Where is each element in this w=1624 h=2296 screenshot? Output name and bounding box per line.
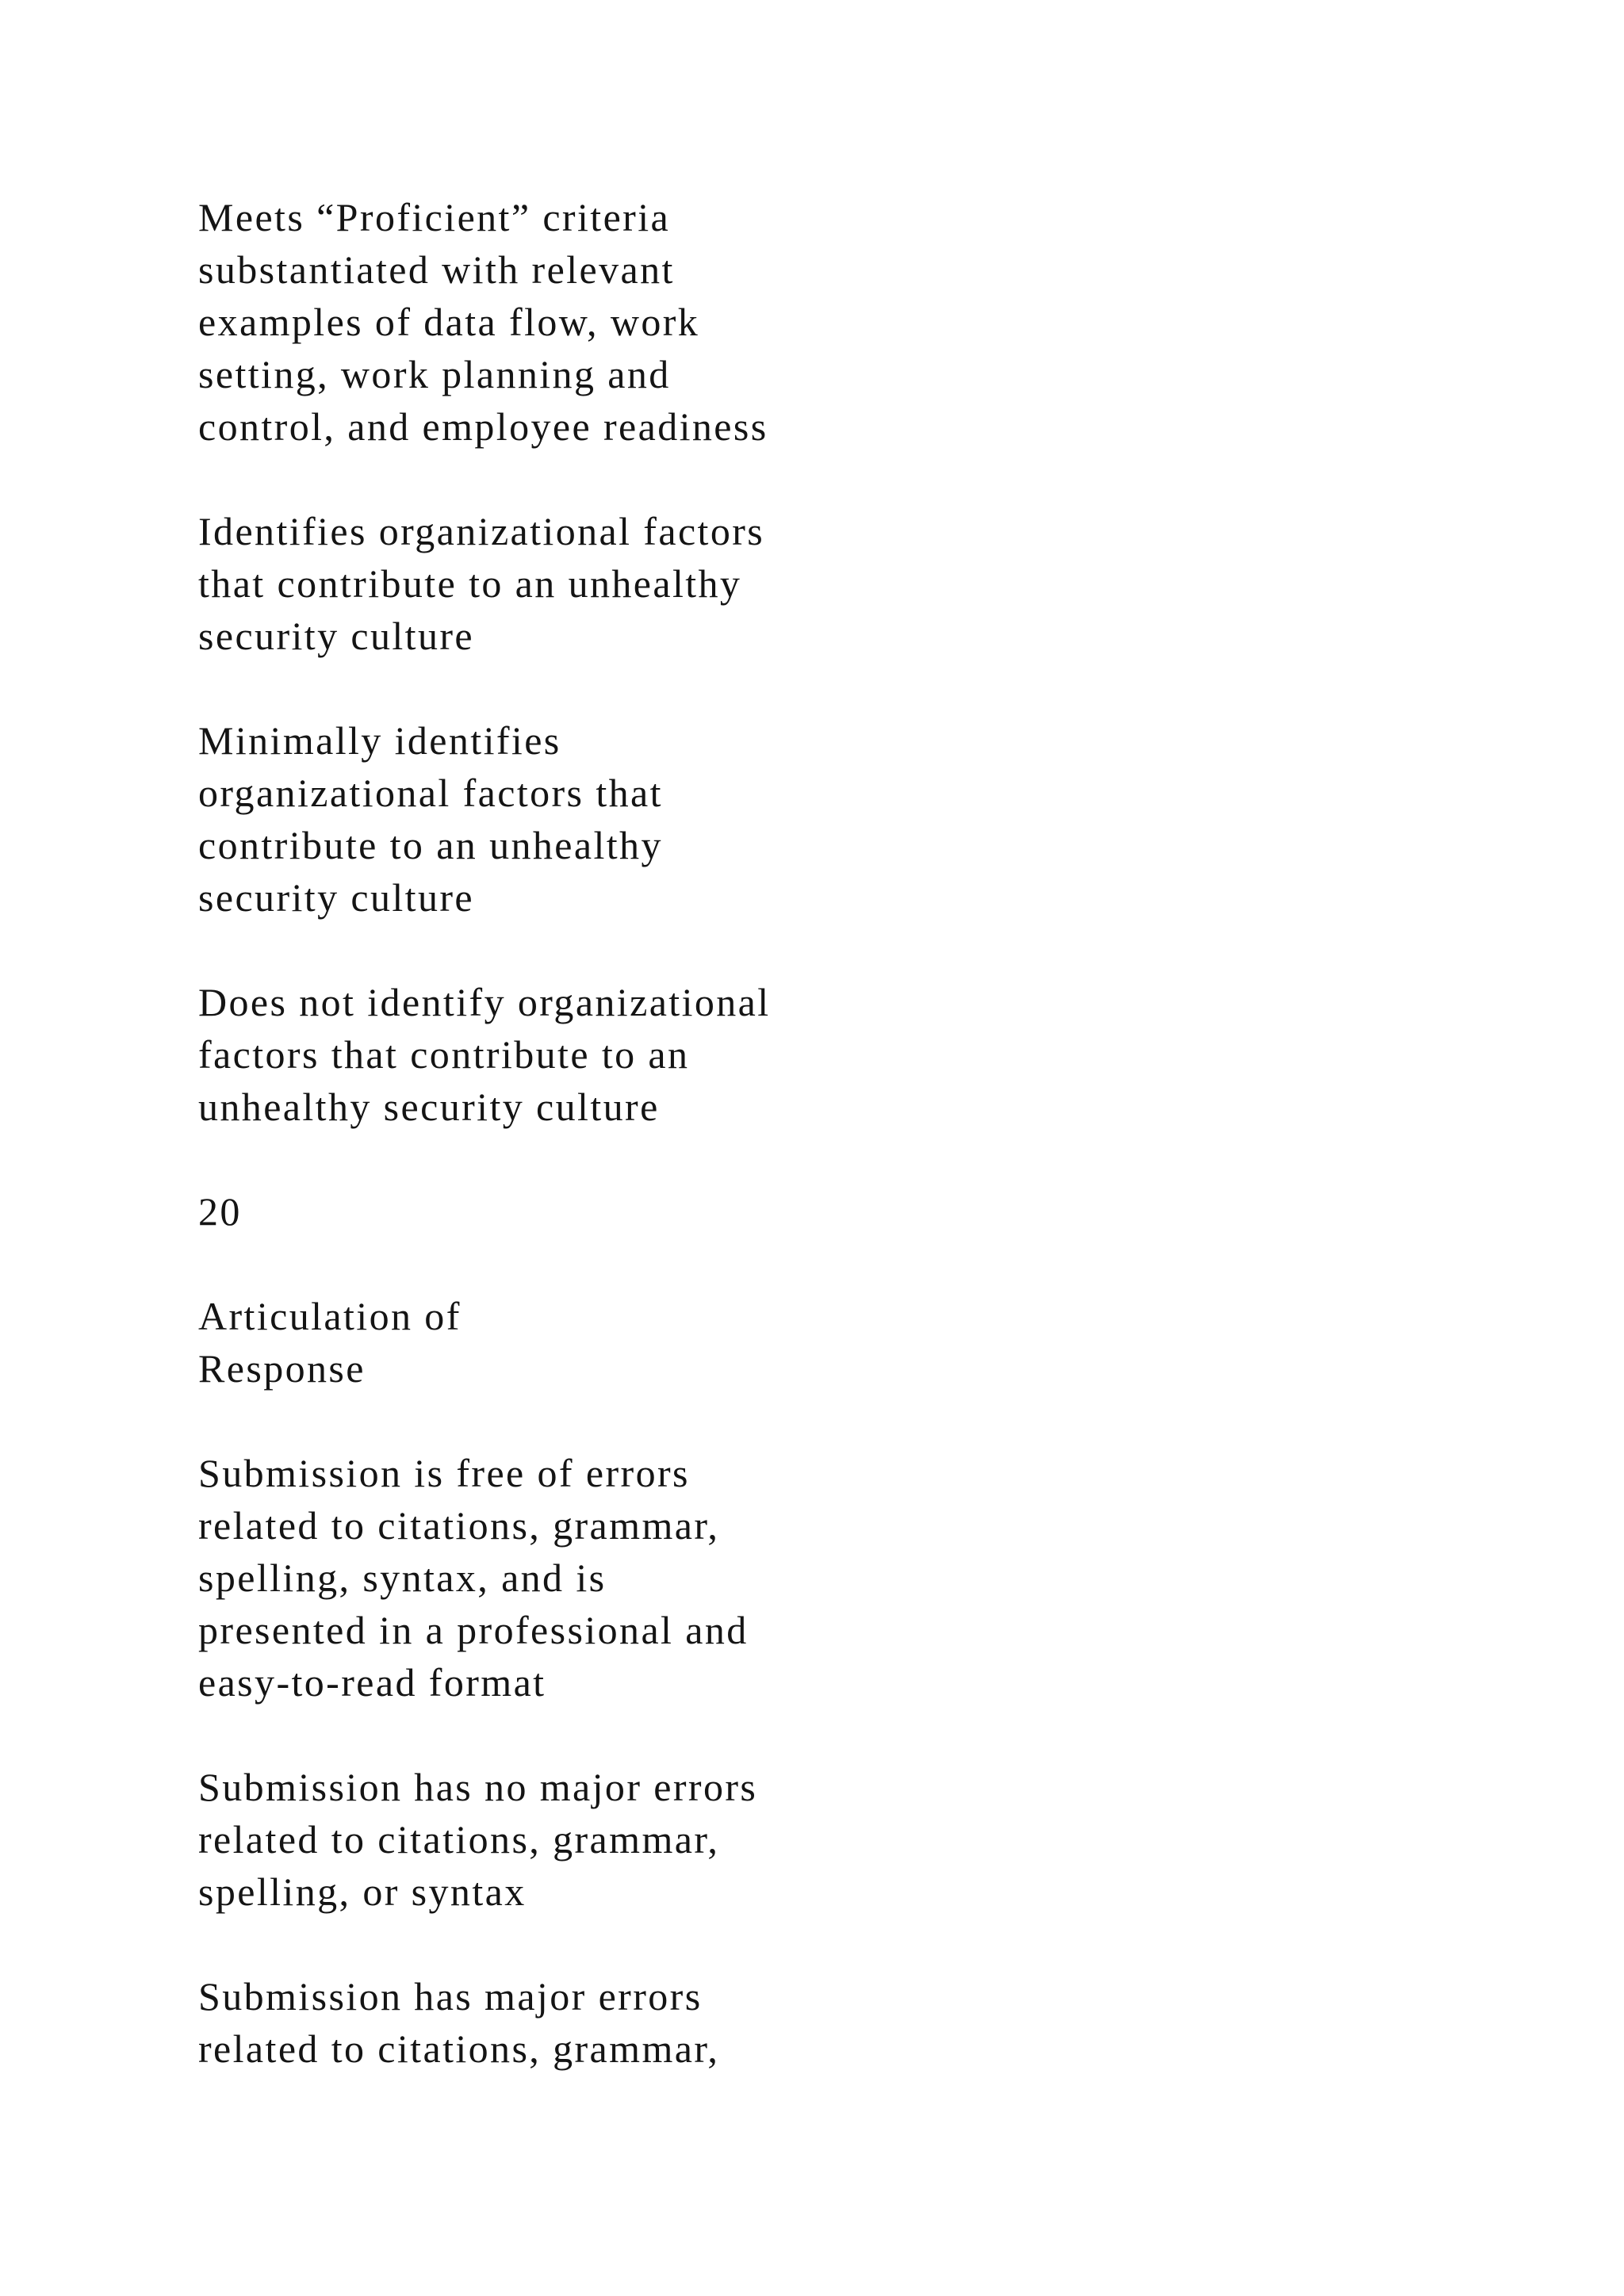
text-line: that contribute to an unhealthy (198, 561, 742, 606)
paragraph-proficient-exemplary-criteria (198, 191, 1388, 453)
text-line: unhealthy security culture (198, 1085, 660, 1129)
text-line: easy-to-read format (198, 1660, 546, 1705)
paragraph-proficient-identifies-factors (198, 505, 1388, 662)
text-line: related to citations, grammar, (198, 1817, 720, 1862)
text-line: examples of data flow, work (198, 300, 700, 344)
paragraph-criterion-title (198, 1290, 1388, 1395)
text-line: Submission is free of errors (198, 1451, 690, 1495)
text-line: presented in a professional and (198, 1608, 749, 1652)
paragraph-exemplary-articulation (198, 1447, 1388, 1709)
text-line: factors that contribute to an (198, 1032, 690, 1077)
text-line: control, and employee readiness (198, 404, 768, 449)
paragraph-needs-improvement-articulation (198, 1970, 1388, 2075)
text-line: related to citations, grammar, (198, 2026, 720, 2071)
text-line: Submission has no major errors (198, 1765, 758, 1809)
text-line: spelling, syntax, and is (198, 1556, 607, 1600)
text-line: Does not identify organizational (198, 980, 771, 1024)
text-line: Submission has major errors (198, 1974, 703, 2019)
paragraph-criterion-value (198, 1185, 1388, 1238)
text-line: security culture (198, 875, 474, 920)
text-line: Meets “Proficient” criteria (198, 195, 671, 239)
text-line: substantiated with relevant (198, 247, 675, 292)
text-line: Identifies organizational factors (198, 509, 765, 553)
criterion-title: Articulation of (198, 1294, 462, 1338)
paragraph-needs-improvement-minimal (198, 714, 1388, 924)
text-line: related to citations, grammar, (198, 1503, 720, 1548)
text-line: Minimally identifies (198, 718, 561, 763)
text-line: security culture (198, 614, 474, 658)
document-body (198, 191, 1388, 2127)
text-line: organizational factors that (198, 771, 663, 815)
paragraph-not-evident-factors (198, 976, 1388, 1133)
paragraph-proficient-articulation (198, 1761, 1388, 1918)
text-line: setting, work planning and (198, 352, 671, 396)
criterion-title: Response (198, 1346, 366, 1391)
text-line: spelling, or syntax (198, 1869, 527, 1914)
text-line: contribute to an unhealthy (198, 823, 663, 867)
criterion-value: 20 (198, 1189, 242, 1234)
